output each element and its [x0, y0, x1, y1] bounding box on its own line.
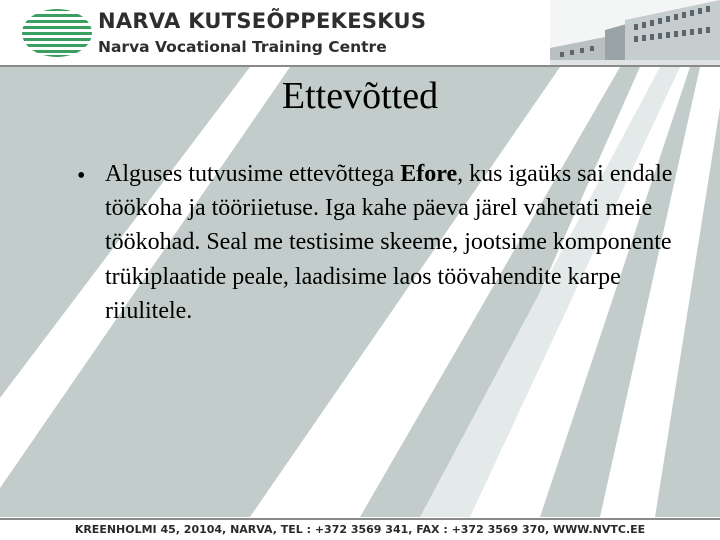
bullet-text-rest: , kus igaüks sai endale töökoha ja tööriietuse. Iga kahe päeva järel vahetati meie töökohad. Seal me testisime skeeme, jootsime komponente trükiplaatide peale, laadisime laos töövahendite karpe riiulitele.: [105, 161, 673, 324]
header-divider: [0, 65, 720, 67]
striped-globe-logo: [21, 8, 93, 58]
slide-title: Ettevõtted: [281, 75, 439, 117]
brand-name-english: Narva Vocational Training Centre: [98, 38, 387, 56]
building-photo: [550, 0, 720, 66]
bullet-marker: •: [77, 163, 86, 189]
footer-contact: KREENHOLMI 45, 20104, NARVA, TEL : +372 3569 341, FAX : +372 3569 370, WWW.NVTC.EE: [74, 523, 646, 536]
company-name: Efore: [400, 161, 458, 187]
bullet-text-intro: Alguses tutvusime ettevõttega: [105, 161, 401, 187]
brand-name-estonian: NARVA KUTSEÕPPEKESKUS: [98, 9, 427, 33]
bullet-text: [105, 157, 690, 328]
header: [0, 0, 720, 66]
